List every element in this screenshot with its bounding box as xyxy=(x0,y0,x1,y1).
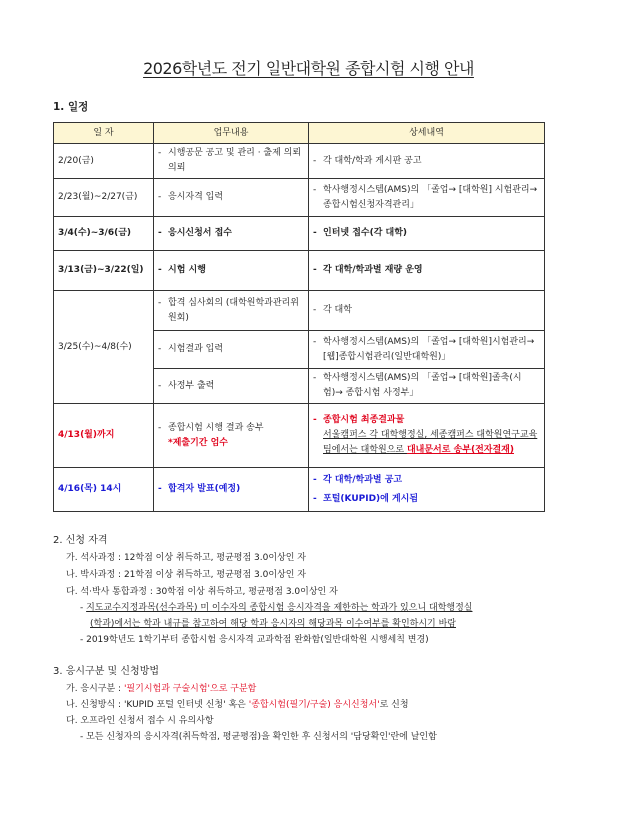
header-task: 업무내용 xyxy=(154,123,309,144)
row-date: 2/23(월)~2/27(금) xyxy=(54,179,154,217)
method-item: 다. 오프라인 신청서 접수 시 유의사항 xyxy=(66,716,214,726)
row-detail: - 학사행정시스템(AMS)의 「졸업→ [대학원] 시험관리→ 종합시험신청자격관리」 xyxy=(309,179,545,217)
table-row xyxy=(54,179,545,217)
table-row xyxy=(54,468,545,512)
row-task: - 사정부 출력 xyxy=(154,369,309,404)
table-row xyxy=(54,217,545,251)
header-detail: 상세내역 xyxy=(309,123,545,144)
row-detail: - 학사행정시스템(AMS)의 「졸업→ [대학원]시험관리→ [웹]종합시험관리(일반대학원)」 xyxy=(309,331,545,369)
section-3-heading: 3. 응시구분 및 신청방법 xyxy=(53,666,160,677)
eligibility-item: 다. 석·박사 통합과정 : 30학점 이상 취득하고, 평균평점 3.0이상인 자 xyxy=(66,587,338,597)
table-row xyxy=(54,404,545,468)
row-date: 3/25(수)~4/8(수) xyxy=(54,291,154,404)
eligibility-item: 나. 박사과정 : 21학점 이상 취득하고, 평균평점 3.0이상인 자 xyxy=(66,570,306,580)
page-title: 2026학년도 전기 일반대학원 종합시험 시행 안내 xyxy=(143,59,474,78)
row-detail: - 각 대학 xyxy=(309,291,545,331)
method-note: - 모든 신청자의 응시자격(취득학점, 평균평점)을 확인한 후 신청서의 '담당확인'란에 날인함 xyxy=(80,732,437,742)
eligibility-item: 가. 석사과정 : 12학점 이상 취득하고, 평균평점 3.0이상인 자 xyxy=(66,553,306,563)
row-task: - 시험결과 입력 xyxy=(154,331,309,369)
header-date: 일 자 xyxy=(54,123,154,144)
row-task: - 응시자격 입력 xyxy=(154,179,309,217)
row-task: - 시행공문 공고 및 관리 · 출제 의뢰 의뢰 xyxy=(154,144,309,179)
schedule-table xyxy=(53,122,545,512)
eligibility-note-cont: (학과)에서는 학과 내규를 참고하여 해당 학과 응시자의 해당과목 이수여부를 확인하시기 바람 xyxy=(90,619,457,629)
row-detail: - 학사행정시스템(AMS)의 「졸업→ [대학원]졸축(시험)→ 종합시험 사정부」 xyxy=(309,369,545,404)
row-task: - 응시신청서 접수 xyxy=(154,217,309,251)
table-row xyxy=(54,291,545,331)
table-row xyxy=(54,144,545,179)
row-task: - 종합시험 시행 결과 송부 *제출기간 엄수 xyxy=(154,404,309,468)
section-1-heading: 1. 일정 xyxy=(53,101,89,113)
row-date: 3/13(금)~3/22(일) xyxy=(54,251,154,291)
row-detail: - 각 대학/학과별 재량 운영 xyxy=(309,251,545,291)
method-item: 나. 신청방식 : 'KUPID 포털 인터넷 신청' 혹은 '종합시험(필기/구술) 응시신청서'로 신청 xyxy=(66,700,409,710)
table-row xyxy=(54,251,545,291)
row-date: 4/16(목) 14시 xyxy=(54,468,154,512)
table-header-row xyxy=(54,123,545,144)
row-task: - 합격자 발표(예정) xyxy=(154,468,309,512)
row-date: 3/4(수)~3/6(금) xyxy=(54,217,154,251)
row-detail: - 각 대학/학과 게시판 공고 xyxy=(309,144,545,179)
row-date: 4/13(월)까지 xyxy=(54,404,154,468)
section-2-heading: 2. 신청 자격 xyxy=(53,535,108,546)
eligibility-note: - 2019학년도 1학기부터 종합시험 응시자격 교과학점 완화함(일반대학원 시행세칙 변경) xyxy=(80,635,429,645)
row-detail: - 인터넷 접수(각 대학) xyxy=(309,217,545,251)
row-task: - 시험 시행 xyxy=(154,251,309,291)
row-detail: - 각 대학/학과별 공고 - 포털(KUPID)에 게시됨 xyxy=(309,468,545,512)
row-date: 2/20(금) xyxy=(54,144,154,179)
row-detail: - 종합시험 최종결과물 서울캠퍼스 각 대학행정실, 세종캠퍼스 대학원연구교육팀에서는 대학원으로 대내문서로 송부(전자결재) xyxy=(309,404,545,468)
eligibility-note: - 지도교수지정과목(선수과목) 미 이수자의 종합시험 응시자격을 제한하는 학과가 있으니 대학행정실 xyxy=(80,603,473,613)
method-item: 가. 응시구분 : '필기시험과 구술시험'으로 구분함 xyxy=(66,684,257,694)
row-task: - 합격 심사회의 (대학원학과관리위원회) xyxy=(154,291,309,331)
